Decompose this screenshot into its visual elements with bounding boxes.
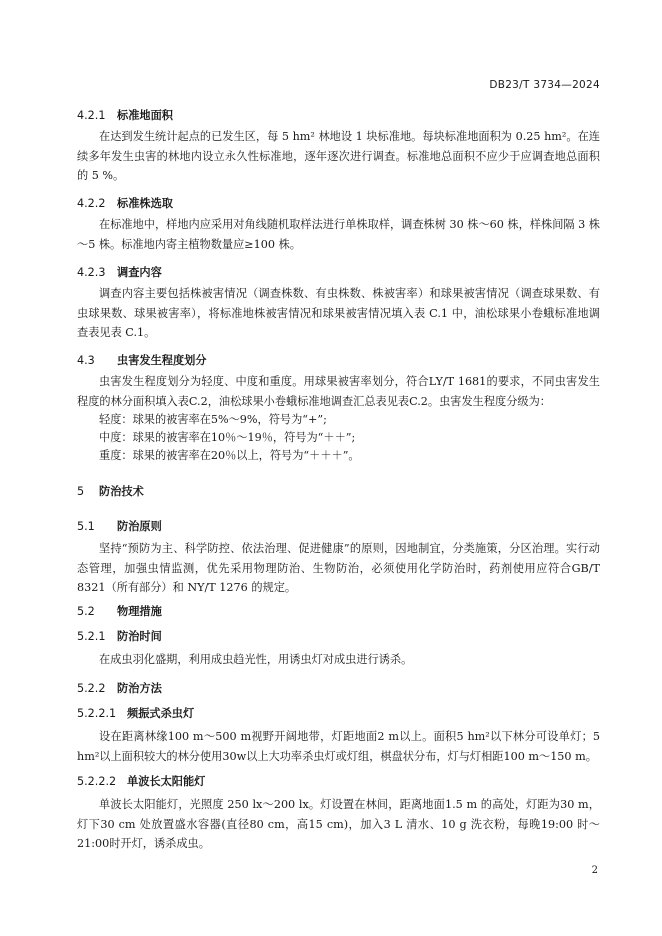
section-title: 调查内容 [117, 266, 162, 279]
section-number: 5 [77, 485, 85, 498]
section-title: 物理措施 [117, 605, 162, 618]
heading-4-3 [77, 352, 207, 368]
paragraph-4-2-2: 在标准地中，样地内应采用对角线随机取样法进行单株取样，调查株树 30 株～60 株，样株间隔 3 株～5 株。标准地内寄主植物数量应≥100 株。 [77, 218, 600, 251]
paragraph-5-1: 坚持“预防为主、科学防控、依法治理、促进健康”的原则，因地制宜，分类施策，分区治理。实行动态管理，加强虫情监测，优先采用物理防治、生物防治，必须使用化学防治时，药剂使用应符合GB/T 8321（所有部分）和 NY/T 1276 的规定。 [77, 542, 600, 594]
paragraph-4-2-1: 在达到发生统计起点的已发生区，每 5 hm² 林地设 1 块标准地。每块标准地面积为 0.25 hm²。在连续多年发生虫害的林地内设立永久性标准地，逐年逐次进行调查。标准地总面积不应少于应调查地总面积的 5 %。 [77, 130, 600, 182]
heading-5-2-2-2 [77, 773, 205, 789]
section-number: 5.1 [77, 520, 95, 533]
list-item-mild: 轻度：球果的被害率在5%～9%，符号为“+”; [99, 413, 327, 426]
heading-5-2-2 [77, 680, 162, 696]
section-number: 4.3 [77, 354, 95, 367]
heading-4-2-1 [77, 107, 173, 123]
section-title: 虫害发生程度划分 [117, 354, 207, 367]
section-title: 防治方法 [117, 682, 162, 695]
paragraph-5-2-2-1: 设在距离林缘100 m～500 m视野开阔地带，灯距地面2 m以上。面积5 hm²以下林分可设单灯；5 hm²以上面积较大的林分使用30w以上大功率杀虫灯或灯组，棋盘状分布，灯与灯相距100 m～150 m。 [77, 730, 600, 763]
section-number: 4.2.1 [77, 109, 106, 122]
heading-5-2-2-1 [77, 705, 194, 721]
paragraph-5-2-2-2: 单波长太阳能灯，光照度 250 lx～200 lx。灯设置在林间，距离地面1.5 m 的高处，灯距为30 m，灯下30 cm 处放置盛水容器(直径80 cm，高15 cm)，加入3 L 清水、10 g 洗衣粉，每晚19:00 时～21:00时开灯，诱杀成虫。 [77, 798, 600, 850]
section-number: 5.2.1 [77, 630, 106, 643]
section-title: 防治时间 [117, 630, 162, 643]
heading-4-2-3 [77, 264, 162, 280]
page-number: 2 [591, 865, 598, 876]
paragraph-5-2-1: 在成虫羽化盛期，利用成虫趋光性，用诱虫灯对成虫进行诱杀。 [99, 653, 413, 666]
paragraph-4-3: 虫害发生程度划分为轻度、中度和重度。用球果被害率划分，符合LY/T 1681的要求，不同虫害发生程度的林分面积填入表C.2，油松球果小卷蛾标准地调查汇总表见表C.2。虫害发生程度分级为： [77, 375, 600, 408]
section-title: 标准地面积 [117, 109, 173, 122]
heading-5 [77, 483, 144, 499]
section-title: 频振式杀虫灯 [127, 707, 195, 720]
document-code: DB23/T 3734—2024 [489, 79, 600, 91]
heading-4-2-2 [77, 195, 173, 211]
section-title: 防治原则 [117, 520, 162, 533]
section-number: 5.2.2.2 [77, 775, 117, 788]
section-title: 单波长太阳能灯 [127, 775, 206, 788]
section-title: 标准株选取 [117, 197, 173, 210]
heading-5-1 [77, 518, 162, 534]
section-number: 4.2.2 [77, 197, 106, 210]
list-item-moderate: 中度：球果的被害率在10％～19％，符号为“＋＋”; [99, 431, 356, 444]
section-number: 5.2 [77, 605, 95, 618]
heading-5-2-1 [77, 628, 162, 644]
list-item-severe: 重度：球果的被害率在20％以上，符号为“＋＋＋”。 [99, 449, 360, 462]
paragraph-4-2-3: 调查内容主要包括株被害情况（调查株数、有虫株数、株被害率）和球果被害情况（调查球果数、有虫球果数、球果被害率），将标准地株被害情况和球果被害情况填入表 C.1 中，油松球果小卷蛾标准地调查表见表 C.1。 [77, 287, 600, 339]
section-number: 5.2.2.1 [77, 707, 117, 720]
section-number: 4.2.3 [77, 266, 106, 279]
section-number: 5.2.2 [77, 682, 106, 695]
section-title: 防治技术 [99, 485, 144, 498]
heading-5-2 [77, 603, 162, 619]
